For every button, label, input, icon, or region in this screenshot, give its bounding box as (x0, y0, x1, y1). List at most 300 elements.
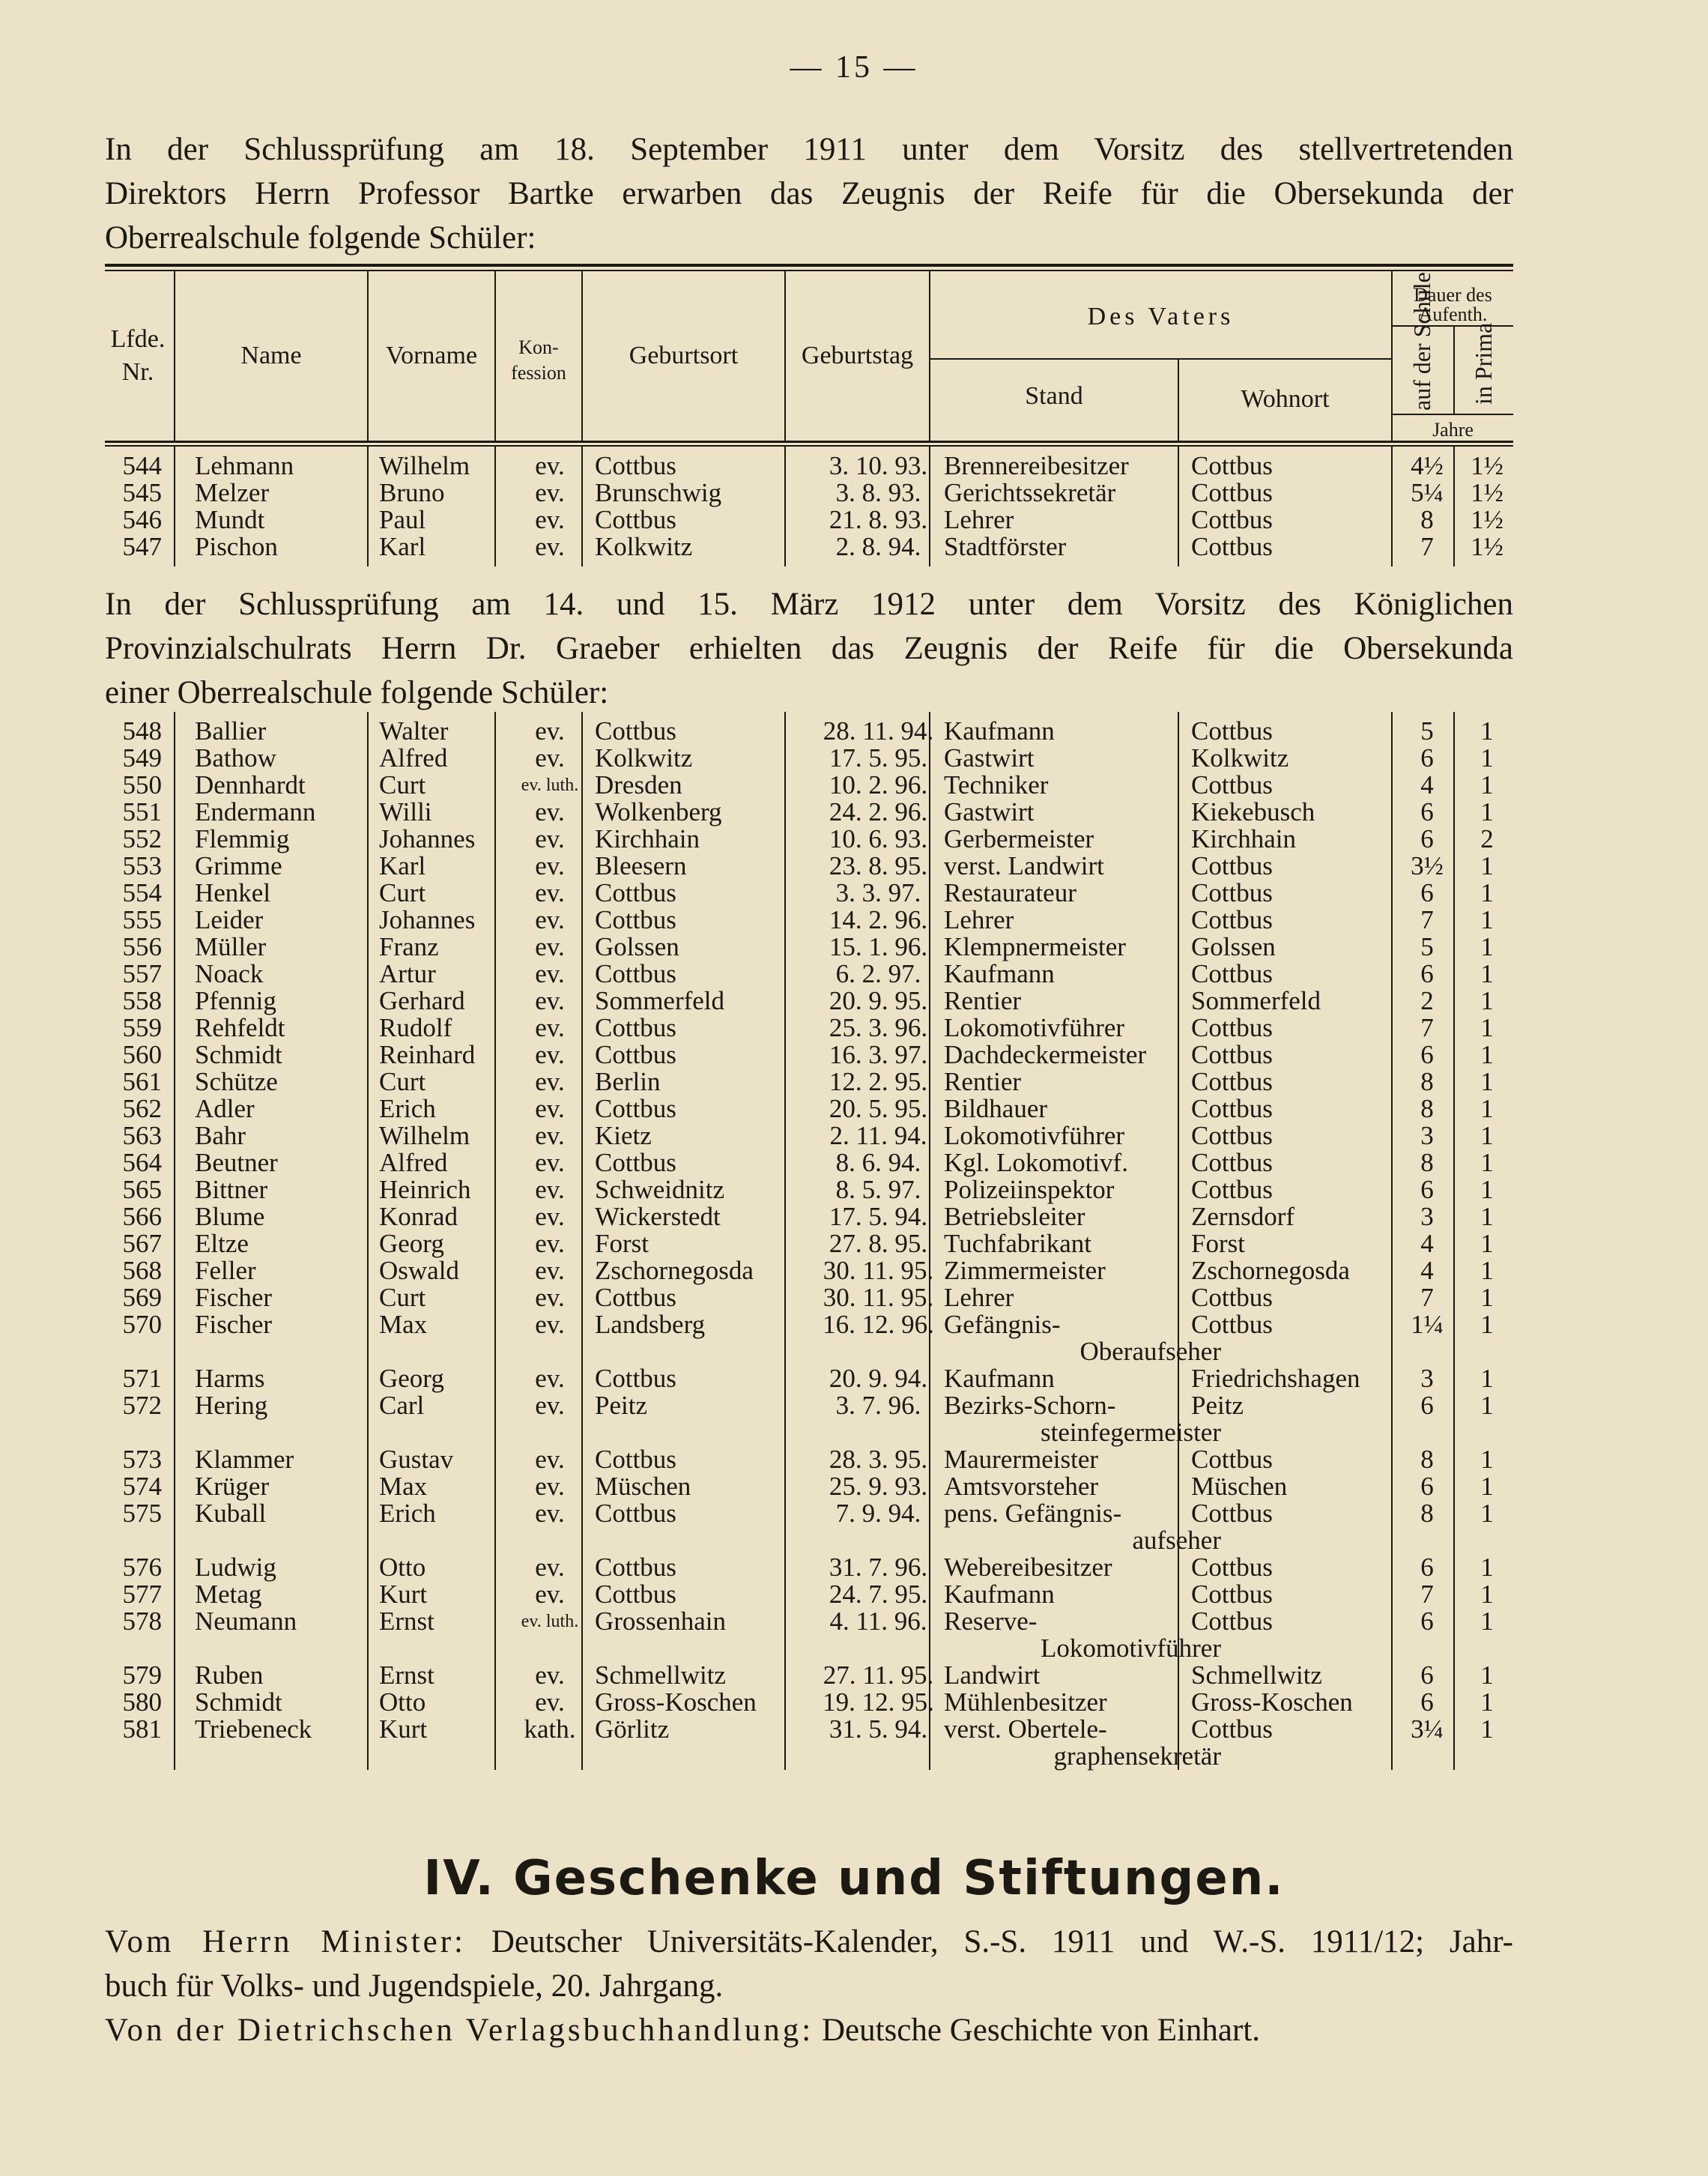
cell-jahre-prima: 1 (1480, 1499, 1494, 1528)
cell-geburtstag: 8. 5. 97. (835, 1175, 921, 1204)
cell-geburtstag: 14. 2. 96. (829, 905, 928, 934)
cell-wohnort: Cottbus (1191, 1714, 1273, 1744)
cell-jahre-schule: 5 (1420, 932, 1434, 961)
cell-nr: 572 (122, 1391, 162, 1420)
cell-vorname: Heinrich (379, 1175, 471, 1204)
cell-vorname: Curt (379, 878, 426, 907)
cell-jahre-prima: 1 (1480, 1121, 1494, 1150)
cell-geburtsort: Görlitz (595, 1714, 670, 1744)
intro2-line: Provinzialschulrats Herrn Dr. Graeber erhielten das Zeugnis der Reife für die Obersekunda (105, 631, 1513, 666)
cell-jahre-prima: 1 (1480, 1094, 1494, 1123)
cell-stand: Polizeiinspektor (944, 1175, 1115, 1204)
cell-nr: 571 (122, 1364, 162, 1393)
cell-geburtstag: 27. 11. 95. (823, 1660, 934, 1690)
cell-vorname: Curt (379, 1067, 426, 1096)
cell-nr: 551 (122, 797, 162, 826)
header-vaters-underline (929, 358, 1391, 360)
cell-konfession: ev. (535, 905, 565, 934)
cell-konfession: ev. (535, 1283, 565, 1312)
table-row (105, 880, 1513, 907)
cell-vorname: Curt (379, 1283, 426, 1312)
cell-vorname: Kurt (379, 1580, 428, 1609)
cell-geburtstag: 21. 8. 93. (829, 505, 928, 534)
intro1-line: Direktors Herrn Professor Bartke erwarben das Zeugnis der Reife für die Obersekunda der (105, 176, 1513, 211)
cell-konfession: ev. (535, 532, 565, 561)
cell-nr: 544 (122, 451, 162, 480)
cell-name: Adler (195, 1094, 255, 1123)
header-dauer-1: Dauer des (1414, 284, 1492, 306)
cell-wohnort: Kiekebusch (1191, 797, 1315, 826)
cell-jahre-prima: 1 (1480, 1067, 1494, 1096)
page-number: — 15 — (790, 50, 918, 85)
cell-konfession: ev. (535, 1202, 565, 1231)
cell-geburtstag: 20. 9. 95. (829, 986, 928, 1015)
header-stand: Stand (1025, 382, 1083, 410)
cell-name: Kuball (195, 1499, 267, 1528)
table-row (105, 1446, 1513, 1473)
cell-stand: Klempnermeister (944, 932, 1126, 961)
cell-name: Endermann (195, 797, 316, 826)
cell-jahre-schule: 6 (1420, 824, 1434, 853)
cell-geburtstag: 27. 8. 95. (829, 1229, 928, 1258)
cell-wohnort: Cottbus (1191, 1607, 1273, 1636)
cell-nr: 545 (122, 478, 162, 507)
cell-stand-continued: Oberaufseher (1079, 1337, 1221, 1366)
cell-geburtsort: Schmellwitz (595, 1660, 726, 1690)
cell-wohnort: Cottbus (1191, 1310, 1273, 1339)
cell-geburtstag: 10. 6. 93. (829, 824, 928, 853)
cell-wohnort: Zernsdorf (1191, 1202, 1295, 1231)
cell-jahre-prima: 1 (1480, 1687, 1494, 1717)
cell-jahre-schule: 6 (1420, 797, 1434, 826)
cell-jahre-schule: 6 (1420, 1553, 1434, 1582)
header-jahre-line (1391, 414, 1513, 415)
cell-name: Schütze (195, 1067, 278, 1096)
cell-nr: 550 (122, 770, 162, 800)
cell-jahre-schule: 6 (1420, 1175, 1434, 1204)
cell-geburtsort: Golssen (595, 932, 679, 961)
cell-name: Fischer (195, 1310, 273, 1339)
cell-jahre-schule: 3½ (1411, 851, 1444, 880)
cell-jahre-schule: 6 (1420, 1040, 1434, 1069)
cell-jahre-prima: 1½ (1471, 451, 1503, 480)
cell-wohnort: Cottbus (1191, 1121, 1273, 1150)
cell-konfession: ev. (535, 878, 565, 907)
cell-jahre-prima: 1 (1480, 851, 1494, 880)
cell-vorname: Ernst (379, 1660, 434, 1690)
cell-konfession: ev. (535, 505, 565, 534)
cell-jahre-schule: 4½ (1411, 451, 1444, 480)
table-row (105, 1015, 1513, 1042)
table-row (105, 1230, 1513, 1257)
cell-stand: Kaufmann (944, 959, 1055, 988)
cell-vorname: Kurt (379, 1714, 428, 1744)
cell-konfession: ev. luth. (521, 1612, 579, 1631)
cell-geburtsort: Cottbus (595, 1364, 676, 1393)
cell-vorname: Johannes (379, 905, 476, 934)
cell-nr: 569 (122, 1283, 162, 1312)
cell-konfession: ev. (535, 1391, 565, 1420)
table-row (105, 907, 1513, 934)
cell-geburtsort: Müschen (595, 1472, 691, 1501)
cell-nr: 568 (122, 1256, 162, 1285)
cell-nr: 565 (122, 1175, 162, 1204)
cell-nr: 564 (122, 1148, 162, 1177)
cell-stand: Kaufmann (944, 1364, 1055, 1393)
table-row (105, 1689, 1513, 1716)
table-row (105, 772, 1513, 799)
cell-geburtsort: Zschornegosda (595, 1256, 754, 1285)
cell-jahre-schule: 7 (1420, 1013, 1434, 1042)
table-row (105, 1095, 1513, 1122)
cell-vorname: Erich (379, 1499, 436, 1528)
table-row (105, 1122, 1513, 1149)
gifts-line (105, 2008, 1513, 2052)
cell-konfession: ev. (535, 1013, 565, 1042)
table-row (105, 826, 1513, 853)
table-row (105, 1310, 1513, 1366)
cell-jahre-prima: 1 (1480, 1202, 1494, 1231)
cell-wohnort: Cottbus (1191, 770, 1273, 800)
cell-name: Flemmig (195, 824, 290, 853)
cell-geburtstag: 24. 2. 96. (829, 797, 928, 826)
cell-geburtsort: Sommerfeld (595, 986, 725, 1015)
cell-stand-continued: graphensekretär (1053, 1741, 1221, 1771)
cell-nr: 547 (122, 532, 162, 561)
cell-konfession: ev. (535, 1660, 565, 1690)
cell-jahre-prima: 2 (1480, 824, 1494, 853)
cell-stand: Lehrer (944, 1283, 1014, 1312)
intro-paragraph-2 (105, 582, 1513, 715)
cell-geburtstag: 20. 9. 94. (829, 1364, 928, 1393)
header-col-divider (1453, 327, 1455, 414)
table-row (105, 1473, 1513, 1500)
cell-geburtsort: Cottbus (595, 716, 676, 746)
table-row (105, 1365, 1513, 1392)
cell-wohnort: Cottbus (1191, 451, 1273, 480)
cell-konfession: ev. (535, 1580, 565, 1609)
cell-geburtstag: 16. 3. 97. (829, 1040, 928, 1069)
cell-nr: 566 (122, 1202, 162, 1231)
cell-vorname: Walter (379, 716, 449, 746)
cell-konfession: ev. (535, 1040, 565, 1069)
cell-konfession: ev. (535, 1229, 565, 1258)
cell-wohnort: Cottbus (1191, 878, 1273, 907)
cell-stand: verst. Landwirt (944, 851, 1104, 880)
table-header-bottom-rule-thin (105, 445, 1513, 447)
cell-wohnort: Sommerfeld (1191, 986, 1321, 1015)
cell-geburtstag: 19. 12. 95. (823, 1687, 934, 1717)
cell-vorname: Georg (379, 1229, 444, 1258)
table-row (105, 1714, 1513, 1771)
cell-geburtstag: 6. 2. 97. (835, 959, 921, 988)
cell-name: Rehfeldt (195, 1013, 285, 1042)
cell-name: Eltze (195, 1229, 249, 1258)
cell-geburtstag: 16. 12. 96. (823, 1310, 934, 1339)
cell-konfession: ev. (535, 1094, 565, 1123)
cell-geburtsort: Cottbus (595, 451, 676, 480)
table-row (105, 1149, 1513, 1176)
cell-wohnort: Müschen (1191, 1472, 1288, 1501)
cell-vorname: Wilhelm (379, 451, 470, 480)
cell-wohnort: Golssen (1191, 932, 1276, 961)
header-col-divider (929, 271, 930, 441)
cell-geburtsort: Cottbus (595, 878, 676, 907)
cell-geburtstag: 3. 3. 97. (835, 878, 921, 907)
cell-konfession: ev. (535, 959, 565, 988)
cell-stand-continued: steinfegermeister (1040, 1418, 1221, 1447)
cell-geburtsort: Kietz (595, 1121, 652, 1150)
cell-geburtsort: Cottbus (595, 905, 676, 934)
header-prima: in Prima (1470, 322, 1497, 405)
cell-jahre-prima: 1 (1480, 743, 1494, 773)
cell-geburtstag: 17. 5. 94. (829, 1202, 928, 1231)
cell-geburtsort: Brunschwig (595, 478, 722, 507)
cell-nr: 553 (122, 851, 162, 880)
cell-geburtsort: Bleesern (595, 851, 687, 880)
gift-donor-2: Von der Dietrichschen Verlagsbuchhandlung: (105, 2013, 814, 2048)
cell-name: Ruben (195, 1660, 264, 1690)
cell-geburtstag: 25. 9. 93. (829, 1472, 928, 1501)
cell-name: Müller (195, 932, 267, 961)
cell-stand: Mühlenbesitzer (944, 1687, 1107, 1717)
cell-nr: 552 (122, 824, 162, 853)
cell-stand: Kaufmann (944, 1580, 1055, 1609)
cell-geburtsort: Cottbus (595, 1445, 676, 1474)
cell-stand: Amtsvorsteher (944, 1472, 1099, 1501)
cell-geburtsort: Cottbus (595, 1499, 676, 1528)
cell-vorname: Johannes (379, 824, 476, 853)
cell-geburtsort: Cottbus (595, 1013, 676, 1042)
cell-nr: 563 (122, 1121, 162, 1150)
gifts-line: buch für Volks- und Jugendspiele, 20. Jahrgang. (105, 1968, 724, 2004)
cell-wohnort: Cottbus (1191, 1148, 1273, 1177)
cell-vorname: Karl (379, 851, 426, 880)
cell-nr: 555 (122, 905, 162, 934)
cell-name: Feller (195, 1256, 256, 1285)
cell-geburtsort: Cottbus (595, 1580, 676, 1609)
cell-stand-continued: aufseher (1132, 1526, 1221, 1555)
cell-vorname: Max (379, 1310, 428, 1339)
cell-vorname: Otto (379, 1553, 426, 1582)
cell-nr: 546 (122, 505, 162, 534)
cell-geburtstag: 2. 11. 94. (829, 1121, 927, 1150)
cell-vorname: Otto (379, 1687, 426, 1717)
cell-vorname: Bruno (379, 478, 445, 507)
intro1-line: In der Schlussprüfung am 18. September 1911 unter dem Vorsitz des stellvertretenden (105, 132, 1513, 167)
table-row (105, 1257, 1513, 1284)
cell-geburtsort: Wolkenberg (595, 797, 722, 826)
cell-stand: Betriebsleiter (944, 1202, 1085, 1231)
cell-vorname: Franz (379, 932, 439, 961)
cell-stand: Tuchfabrikant (944, 1229, 1092, 1258)
cell-konfession: ev. (535, 1121, 565, 1150)
cell-jahre-prima: 1½ (1471, 505, 1503, 534)
cell-wohnort: Cottbus (1191, 505, 1273, 534)
table-top-rule (105, 264, 1513, 267)
cell-name: Henkel (195, 878, 271, 907)
cell-geburtsort: Gross-Koschen (595, 1687, 757, 1717)
cell-nr: 573 (122, 1445, 162, 1474)
cell-name: Schmidt (195, 1040, 282, 1069)
cell-geburtsort: Cottbus (595, 505, 676, 534)
header-name: Name (240, 342, 302, 369)
cell-jahre-prima: 1½ (1471, 478, 1503, 507)
cell-nr: 548 (122, 716, 162, 746)
cell-geburtstag: 12. 2. 95. (829, 1067, 928, 1096)
cell-jahre-schule: 8 (1420, 505, 1434, 534)
table-header-bottom-rule (105, 441, 1513, 443)
cell-konfession: ev. (535, 1687, 565, 1717)
cell-stand: Gefängnis- (944, 1310, 1061, 1339)
cell-jahre-prima: 1 (1480, 959, 1494, 988)
cell-vorname: Curt (379, 770, 426, 800)
cell-stand-continued: Lokomotivführer (1040, 1633, 1221, 1663)
cell-name: Lehmann (195, 451, 294, 480)
cell-jahre-prima: 1 (1480, 1310, 1494, 1339)
cell-geburtsort: Dresden (595, 770, 682, 800)
cell-nr: 576 (122, 1553, 162, 1582)
cell-jahre-schule: 8 (1420, 1067, 1434, 1096)
gifts-paragraph (105, 1920, 1513, 2052)
cell-wohnort: Cottbus (1191, 1580, 1273, 1609)
cell-name: Melzer (195, 478, 270, 507)
cell-geburtstag: 30. 11. 95. (823, 1283, 934, 1312)
cell-geburtstag: 30. 11. 95. (823, 1256, 934, 1285)
cell-name: Bathow (195, 743, 276, 773)
gifts-line (105, 1920, 1513, 1964)
cell-wohnort: Cottbus (1191, 1175, 1273, 1204)
cell-stand: Restaurateur (944, 878, 1076, 907)
cell-stand: Kaufmann (944, 716, 1055, 746)
cell-wohnort: Cottbus (1191, 1553, 1273, 1582)
cell-jahre-schule: 8 (1420, 1094, 1434, 1123)
table-row (105, 718, 1513, 745)
cell-nr: 577 (122, 1580, 162, 1609)
cell-jahre-schule: 6 (1420, 959, 1434, 988)
cell-jahre-prima: 1 (1480, 770, 1494, 800)
intro2-line: einer Oberrealschule folgende Schüler: (105, 675, 609, 710)
cell-wohnort: Schmellwitz (1191, 1660, 1322, 1690)
cell-jahre-schule: 6 (1420, 878, 1434, 907)
table-row (105, 1203, 1513, 1230)
cell-name: Bittner (195, 1175, 268, 1204)
cell-stand: Techniker (944, 770, 1049, 800)
cell-vorname: Artur (379, 959, 436, 988)
cell-jahre-prima: 1 (1480, 1391, 1494, 1420)
table-row (105, 961, 1513, 988)
table-top-rule-thin (105, 270, 1513, 271)
cell-wohnort: Kolkwitz (1191, 743, 1289, 773)
cell-wohnort: Peitz (1191, 1391, 1244, 1420)
header-geburtstag: Geburtstag (801, 342, 914, 369)
cell-geburtstag: 28. 3. 95. (829, 1445, 928, 1474)
cell-nr: 562 (122, 1094, 162, 1123)
cell-geburtstag: 3. 8. 93. (835, 478, 921, 507)
cell-konfession: ev. (535, 1175, 565, 1204)
cell-jahre-prima: 1 (1480, 1607, 1494, 1636)
cell-stand: Gerichtssekretär (944, 478, 1116, 507)
cell-geburtsort: Schweidnitz (595, 1175, 725, 1204)
header-schule: auf der Schule (1408, 272, 1435, 411)
cell-konfession: ev. (535, 1499, 565, 1528)
cell-konfession: ev. (535, 1472, 565, 1501)
cell-jahre-prima: 1 (1480, 797, 1494, 826)
cell-jahre-prima: 1 (1480, 1229, 1494, 1258)
cell-nr: 556 (122, 932, 162, 961)
cell-stand: Lokomotivführer (944, 1013, 1125, 1042)
cell-name: Hering (195, 1391, 268, 1420)
cell-jahre-prima: 1 (1480, 905, 1494, 934)
cell-jahre-schule: 6 (1420, 1607, 1434, 1636)
gift-text-1: Deutscher Universitäts-Kalender, S.-S. 1911 und W.-S. 1911/12; Jahr- (491, 1924, 1513, 1959)
cell-name: Dennhardt (195, 770, 306, 800)
cell-geburtsort: Landsberg (595, 1310, 706, 1339)
cell-nr: 559 (122, 1013, 162, 1042)
cell-jahre-schule: 2 (1420, 986, 1434, 1015)
cell-wohnort: Cottbus (1191, 478, 1273, 507)
cell-vorname: Gerhard (379, 986, 465, 1015)
cell-stand: Bezirks-Schorn- (944, 1391, 1116, 1420)
cell-nr: 581 (122, 1714, 162, 1744)
table-row (105, 1284, 1513, 1311)
cell-name: Beutner (195, 1148, 278, 1177)
cell-wohnort: Cottbus (1191, 1013, 1273, 1042)
table-row (105, 853, 1513, 880)
cell-konfession: kath. (524, 1714, 576, 1744)
cell-jahre-schule: 6 (1420, 1472, 1434, 1501)
cell-vorname: Ernst (379, 1607, 434, 1636)
cell-name: Noack (195, 959, 264, 988)
cell-stand: Lehrer (944, 905, 1014, 934)
cell-vorname: Alfred (379, 743, 448, 773)
cell-vorname: Carl (379, 1391, 425, 1420)
cell-nr: 574 (122, 1472, 162, 1501)
header-vorname: Vorname (385, 342, 478, 369)
cell-stand: pens. Gefängnis- (944, 1499, 1122, 1528)
cell-jahre-schule: 3 (1420, 1364, 1434, 1393)
table-row (105, 1069, 1513, 1095)
cell-jahre-schule: 7 (1420, 1580, 1434, 1609)
cell-wohnort: Cottbus (1191, 1499, 1273, 1528)
cell-stand: Stadtförster (944, 532, 1067, 561)
cell-jahre-schule: 3 (1420, 1202, 1434, 1231)
cell-jahre-schule: 1¼ (1411, 1310, 1444, 1339)
cell-name: Grimme (195, 851, 282, 880)
header-geburtsort: Geburtsort (629, 342, 739, 369)
cell-konfession: ev. (535, 1310, 565, 1339)
cell-konfession: ev. (535, 478, 565, 507)
cell-vorname: Rudolf (379, 1013, 452, 1042)
cell-nr: 557 (122, 959, 162, 988)
cell-nr: 575 (122, 1499, 162, 1528)
cell-stand: Gerbermeister (944, 824, 1094, 853)
cell-name: Schmidt (195, 1687, 282, 1717)
cell-stand: Kgl. Lokomotivf. (944, 1148, 1128, 1177)
cell-wohnort: Cottbus (1191, 905, 1273, 934)
table-row (105, 1042, 1513, 1069)
table-row (105, 1607, 1513, 1663)
intro2-line: In der Schlussprüfung am 14. und 15. März 1912 unter dem Vorsitz des Königlichen (105, 587, 1513, 622)
cell-stand: Zimmermeister (944, 1256, 1106, 1285)
table-row (105, 745, 1513, 772)
table-row (105, 1662, 1513, 1689)
cell-vorname: Gustav (379, 1445, 454, 1474)
cell-wohnort: Cottbus (1191, 1283, 1273, 1312)
cell-geburtstag: 17. 5. 95. (829, 743, 928, 773)
cell-name: Blume (195, 1202, 265, 1231)
cell-wohnort: Kirchhain (1191, 824, 1296, 853)
